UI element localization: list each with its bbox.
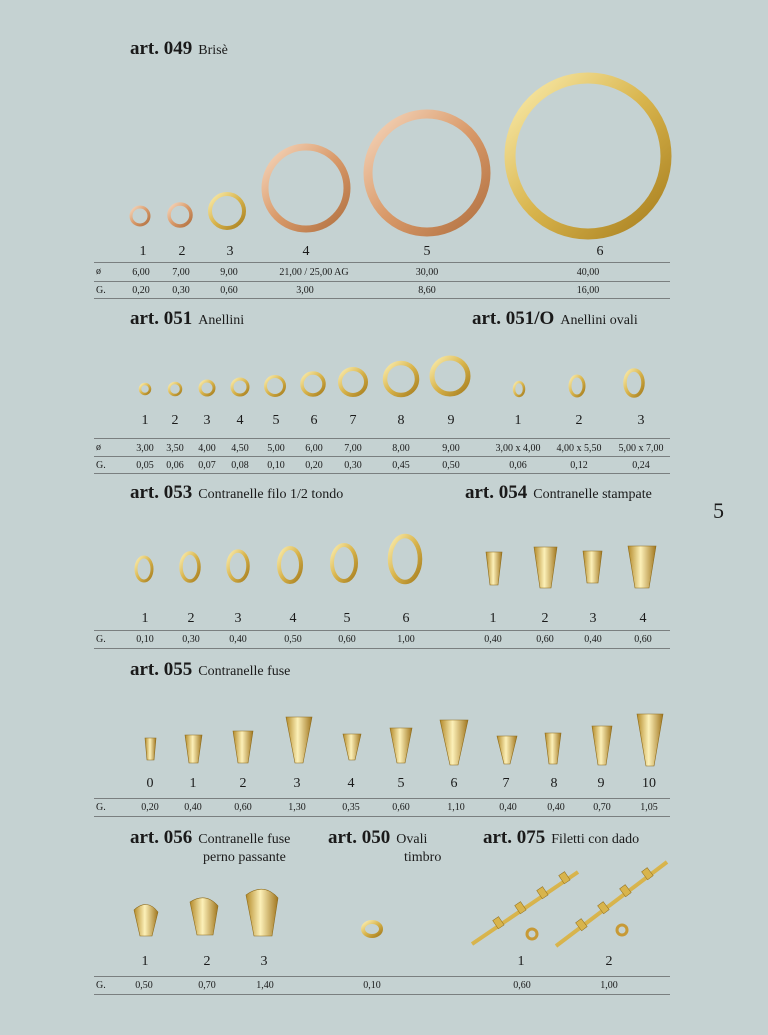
art075-weight: 1,00	[600, 980, 618, 991]
art056-weight: 0,70	[198, 980, 216, 991]
art050-title	[328, 827, 427, 849]
art051-number: 8	[397, 413, 405, 428]
art050-code: art. 050	[328, 827, 391, 848]
ring-049-1	[131, 207, 149, 225]
art055-weight: 0,70	[593, 802, 611, 813]
divider	[94, 798, 670, 799]
art055-title	[130, 659, 290, 681]
diameter-label: ø	[96, 442, 101, 453]
art053-rings	[136, 536, 420, 582]
art055-number: 3	[293, 776, 301, 791]
ring-049-2	[169, 204, 191, 226]
art055-weight: 0,60	[234, 802, 252, 813]
art055-number: 2	[239, 776, 247, 791]
art049-diameter: 6,00	[132, 267, 150, 278]
art075-code: art. 075	[483, 827, 546, 848]
art049-weight: 16,00	[576, 285, 600, 296]
art075-weight: 0,60	[513, 980, 531, 991]
divider	[94, 438, 670, 439]
art053-title	[130, 482, 343, 504]
art049-weight: 3,00	[296, 285, 314, 296]
art049-number: 3	[226, 244, 234, 259]
art053-weight: 0,50	[284, 634, 302, 645]
art051-number: 6	[310, 413, 318, 428]
art051-diameter: 8,00	[392, 443, 410, 454]
weight-label: G.	[96, 285, 106, 296]
divider	[94, 816, 670, 817]
art051-weight: 0,08	[231, 460, 249, 471]
weight-label: G.	[96, 634, 106, 645]
art051-number: 5	[272, 413, 280, 428]
art051o-weight: 0,06	[509, 460, 527, 471]
art053-weight: 0,30	[182, 634, 200, 645]
art053-weight: 0,10	[136, 634, 154, 645]
art051-diameter: 9,00	[442, 443, 460, 454]
art049-number: 4	[302, 244, 310, 259]
art050-name: Ovali	[396, 832, 428, 847]
art051-rings	[140, 358, 468, 396]
art053-number: 4	[289, 611, 297, 626]
art053-number: 5	[343, 611, 351, 626]
art051o-code: art. 051/O	[472, 308, 555, 329]
art053-number: 3	[234, 611, 242, 626]
art055-number: 1	[189, 776, 197, 791]
art051-diameter: 7,00	[344, 443, 362, 454]
art053-number: 1	[141, 611, 149, 626]
art049-weight: 0,30	[172, 285, 190, 296]
art051o-diameter: 3,00 x 4,00	[495, 443, 541, 454]
art054-bails	[486, 546, 656, 588]
art051-number: 2	[171, 413, 179, 428]
art056-weight: 0,50	[135, 980, 153, 991]
art049-diameter: 9,00	[220, 267, 238, 278]
art053-number: 2	[187, 611, 195, 626]
art049-rings	[131, 78, 666, 234]
art054-weight: 0,60	[634, 634, 652, 645]
art049-name: Brisè	[198, 43, 228, 58]
art051-diameter: 3,00	[136, 443, 154, 454]
art056-bails	[134, 889, 278, 936]
art055-number: 0	[146, 776, 154, 791]
art055-number: 4	[347, 776, 355, 791]
art051o-weight: 0,24	[632, 460, 650, 471]
divider	[94, 281, 670, 282]
art055-name: Contranelle fuse	[198, 664, 291, 679]
art056-number: 1	[141, 954, 149, 969]
art049-diameter: 21,00 / 25,00 AG	[279, 267, 349, 278]
art075-rods	[472, 862, 667, 946]
art051-number: 9	[447, 413, 455, 428]
art051-diameter: 4,50	[231, 443, 249, 454]
art051-diameter: 4,00	[198, 443, 216, 454]
art054-weight: 0,60	[536, 634, 554, 645]
art053-code: art. 053	[130, 482, 193, 503]
art055-weight: 1,30	[288, 802, 306, 813]
diameter-label: ø	[96, 266, 101, 277]
art054-weight: 0,40	[484, 634, 502, 645]
art049-number: 6	[596, 244, 604, 259]
art051o-number: 3	[637, 413, 645, 428]
art049-diameter: 40,00	[576, 267, 600, 278]
art055-weight: 0,40	[547, 802, 565, 813]
art056-code: art. 056	[130, 827, 193, 848]
art051-weight: 0,20	[305, 460, 323, 471]
art051-diameter: 5,00	[267, 443, 285, 454]
art051-weight: 0,45	[392, 460, 410, 471]
art055-number: 7	[502, 776, 510, 791]
art050-name-line2: timbro	[404, 850, 442, 865]
art055-number: 8	[550, 776, 558, 791]
art055-weight: 0,35	[342, 802, 360, 813]
art055-weight: 0,60	[392, 802, 410, 813]
divider	[94, 630, 670, 631]
art051o-number: 1	[514, 413, 522, 428]
art053-weight: 0,60	[338, 634, 356, 645]
art051-weight: 0,05	[136, 460, 154, 471]
art054-name: Contranelle stampate	[533, 487, 652, 502]
divider	[94, 648, 670, 649]
art055-number: 5	[397, 776, 405, 791]
art055-weight: 1,05	[640, 802, 658, 813]
art051-weight: 0,30	[344, 460, 362, 471]
divider	[94, 473, 670, 474]
ring-049-3	[210, 194, 244, 228]
art051o-weight: 0,12	[570, 460, 588, 471]
art075-number: 2	[605, 954, 613, 969]
page-number: 5	[713, 498, 724, 523]
art049-code: art. 049	[130, 38, 193, 59]
art051-weight: 0,06	[166, 460, 184, 471]
divider	[94, 976, 670, 977]
art054-number: 3	[589, 611, 597, 626]
art051-weight: 0,07	[198, 460, 216, 471]
art049-diameter: 7,00	[172, 267, 190, 278]
art056-number: 3	[260, 954, 268, 969]
art051o-diameter: 5,00 x 7,00	[618, 443, 664, 454]
art055-weight: 1,10	[447, 802, 465, 813]
art051-weight: 0,10	[267, 460, 285, 471]
art054-number: 4	[639, 611, 647, 626]
art055-weight: 0,40	[184, 802, 202, 813]
art051-weight: 0,50	[442, 460, 460, 471]
art054-number: 1	[489, 611, 497, 626]
art051o-rings	[514, 370, 643, 396]
art053-name: Contranelle filo 1/2 tondo	[198, 487, 344, 502]
art053-number: 6	[402, 611, 410, 626]
art055-number: 6	[450, 776, 458, 791]
art075-title	[483, 827, 639, 849]
art054-title	[465, 482, 652, 504]
art049-title	[130, 38, 228, 60]
art051-code: art. 051	[130, 308, 193, 329]
divider	[94, 298, 670, 299]
weight-label: G.	[96, 980, 106, 991]
art051o-number: 2	[575, 413, 583, 428]
art056-number: 2	[203, 954, 211, 969]
art050-weight: 0,10	[363, 980, 381, 991]
weight-label: G.	[96, 802, 106, 813]
art054-weight: 0,40	[584, 634, 602, 645]
art055-number: 10	[642, 776, 656, 791]
ring-049-4	[265, 147, 347, 229]
art055-weight: 0,40	[499, 802, 517, 813]
art051-number: 3	[203, 413, 211, 428]
ring-049-6	[510, 78, 666, 234]
art055-number: 9	[597, 776, 605, 791]
art055-code: art. 055	[130, 659, 193, 680]
art056-name: Contranelle fuse	[198, 832, 291, 847]
art051-number: 4	[236, 413, 244, 428]
art056-title	[130, 827, 290, 849]
art051-diameter: 3,50	[166, 443, 184, 454]
art075-name: Filetti con dado	[551, 832, 640, 847]
art049-number: 2	[178, 244, 186, 259]
art051-number: 7	[349, 413, 357, 428]
art049-weight: 0,60	[220, 285, 238, 296]
art055-bails	[145, 714, 663, 766]
art056-weight: 1,40	[256, 980, 274, 991]
art049-number: 5	[423, 244, 431, 259]
art049-weight: 8,60	[418, 285, 436, 296]
divider	[94, 994, 670, 995]
art055-weight: 0,20	[141, 802, 159, 813]
art051-title	[130, 308, 244, 330]
art054-number: 2	[541, 611, 549, 626]
art051o-title	[472, 308, 638, 330]
divider	[94, 456, 670, 457]
divider	[94, 262, 670, 263]
art053-weight: 0,40	[229, 634, 247, 645]
art056-name-line2: perno passante	[203, 850, 286, 865]
art049-diameter: 30,00	[415, 267, 439, 278]
art050-oval	[363, 922, 381, 936]
weight-label: G.	[96, 460, 106, 471]
art049-number: 1	[139, 244, 147, 259]
art054-code: art. 054	[465, 482, 528, 503]
art051-number: 1	[141, 413, 149, 428]
art075-number: 1	[517, 954, 525, 969]
art053-weight: 1,00	[397, 634, 415, 645]
art051-name: Anellini	[198, 313, 245, 328]
art049-weight: 0,20	[132, 285, 150, 296]
ring-049-5	[368, 114, 486, 232]
art051o-name: Anellini ovali	[560, 313, 638, 328]
art051o-diameter: 4,00 x 5,50	[556, 443, 602, 454]
art051-diameter: 6,00	[305, 443, 323, 454]
